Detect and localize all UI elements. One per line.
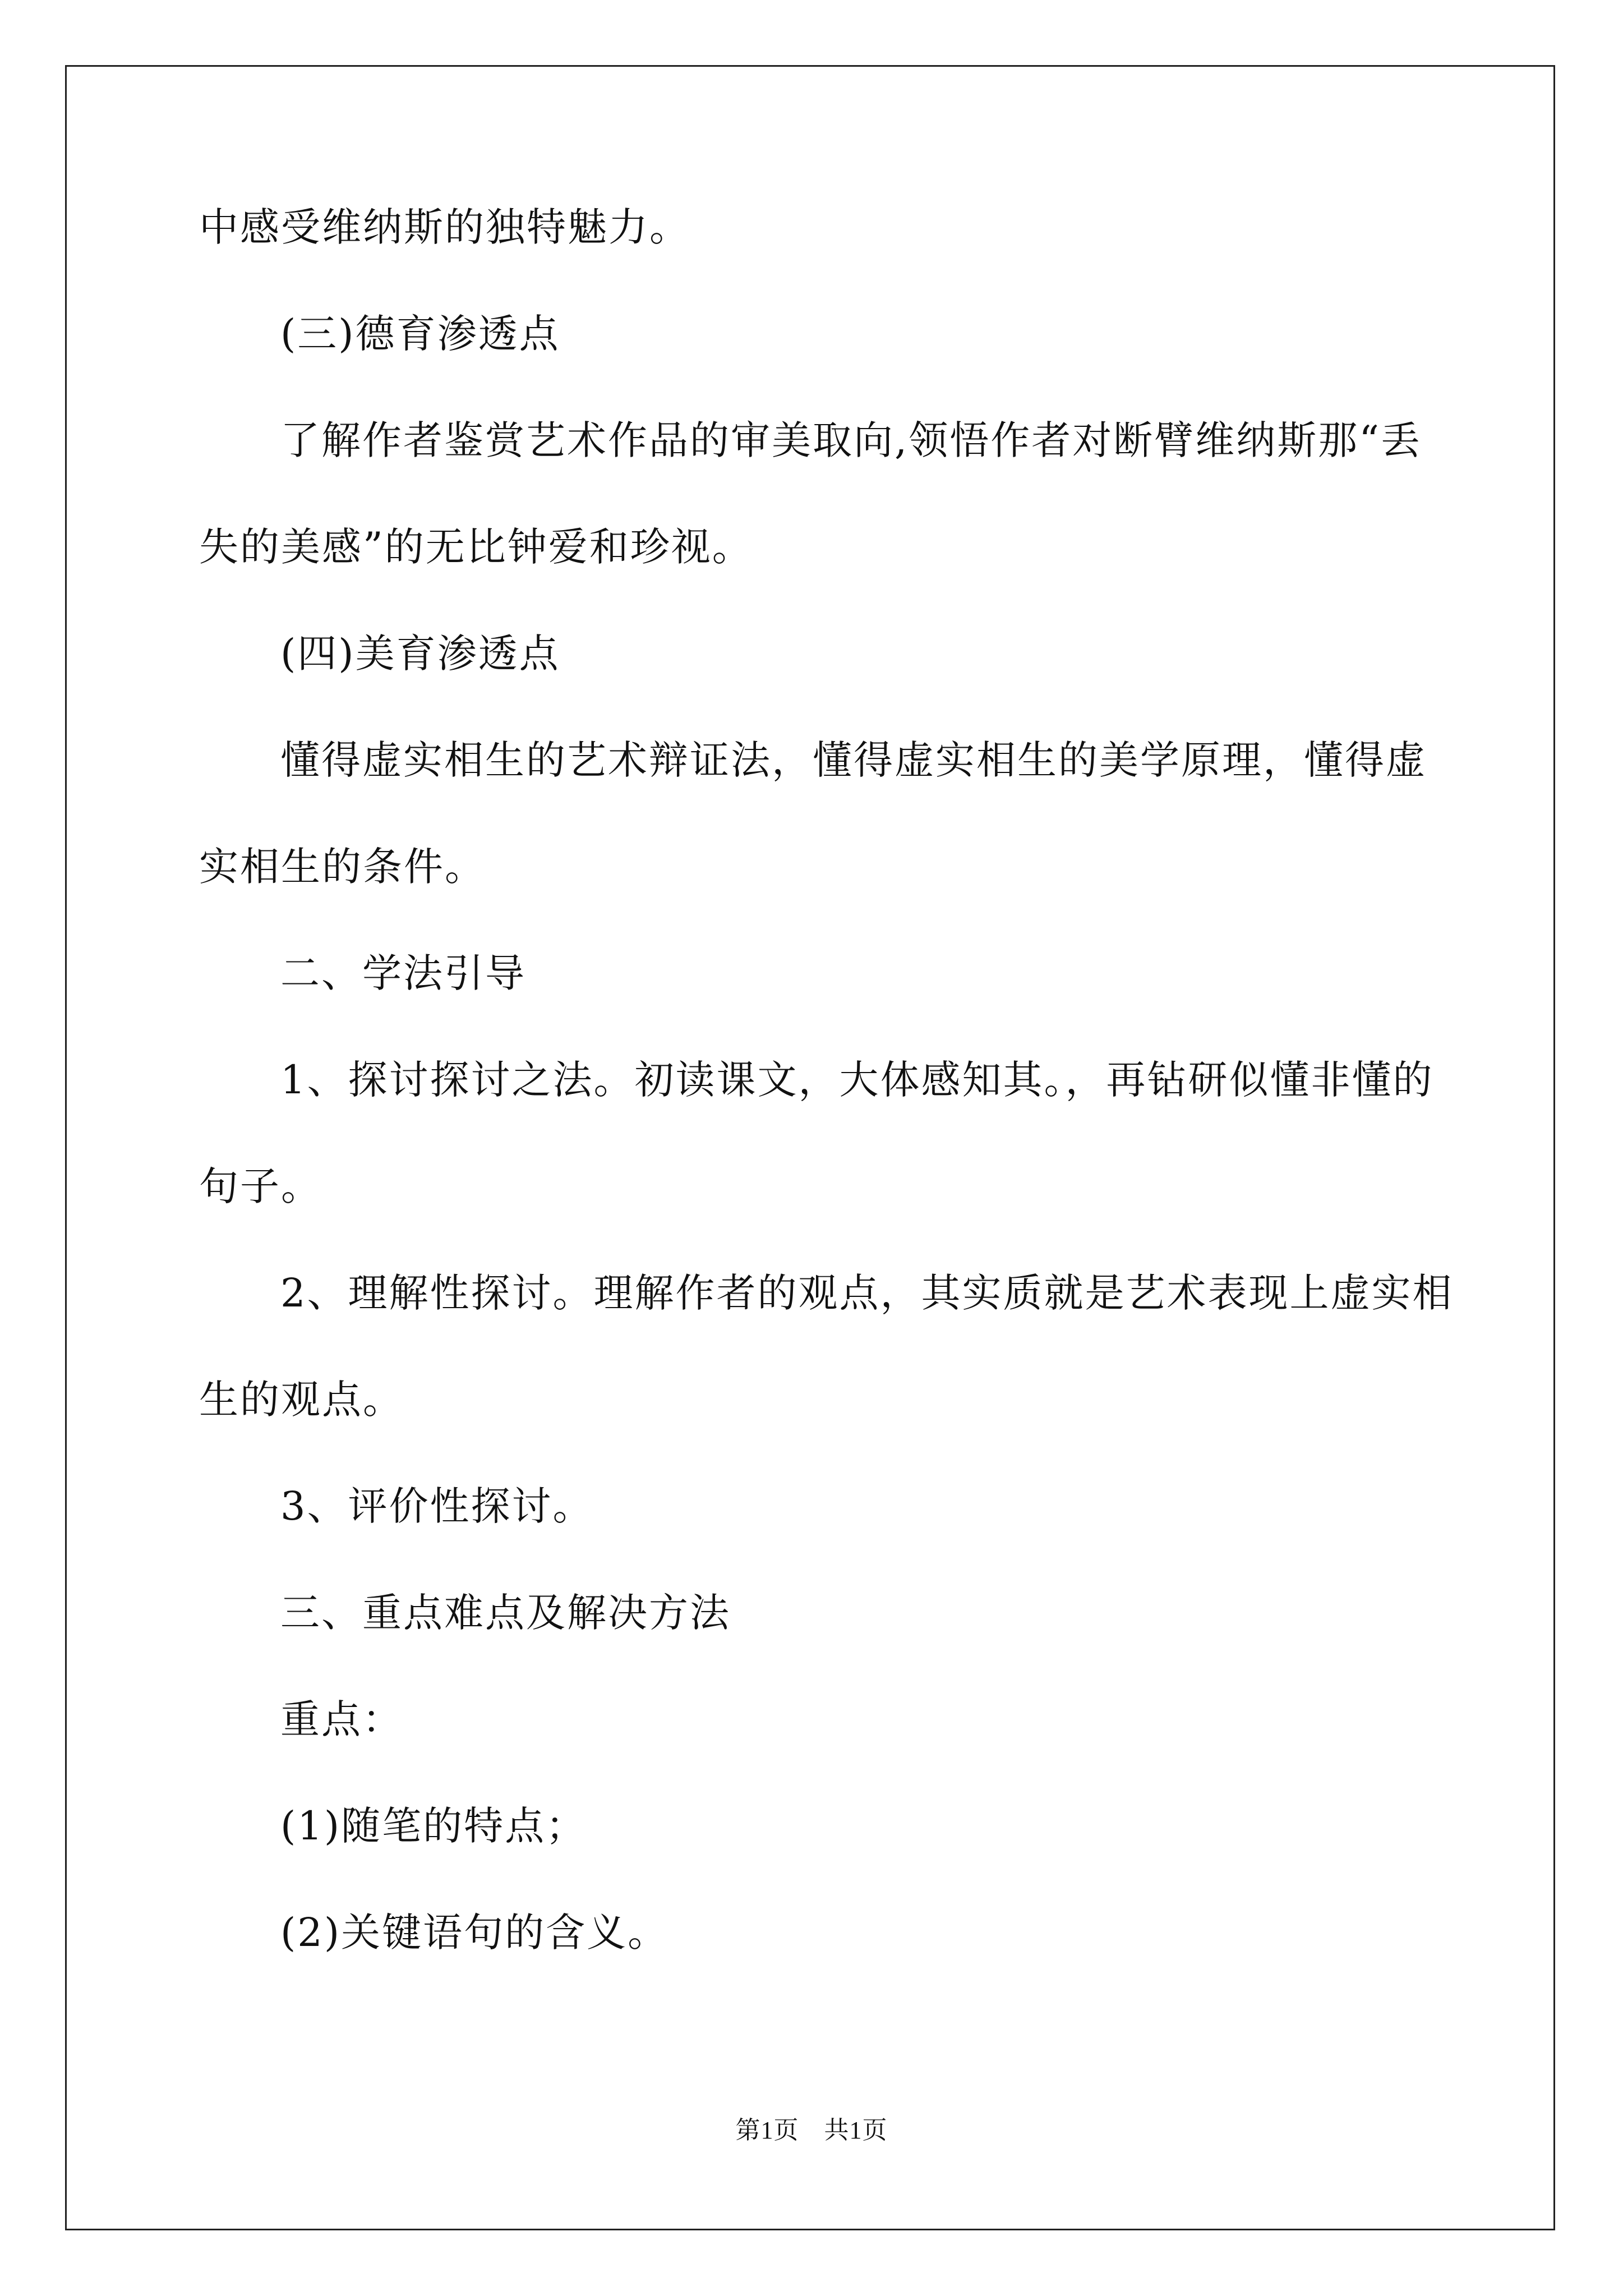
page-number: 第1页 共1页: [735, 2116, 888, 2144]
list-item: 2、理解性探讨。理解作者的观点，其实质就是艺术表现上虚实相: [280, 1270, 1454, 1316]
text-line: 了解作者鉴赏艺术作品的审美取向,领悟作者对断臂维纳斯那“丢: [280, 417, 1422, 463]
text-line: 句子。: [199, 1163, 322, 1209]
text-line: 实相生的条件。: [199, 844, 486, 890]
list-item: 3、评价性探讨。: [280, 1483, 594, 1529]
section-heading: 二、学法引导: [280, 950, 526, 996]
list-item: 1、探讨探讨之法。初读课文，大体感知其。，再钻研似懂非懂的: [280, 1057, 1434, 1103]
section-heading: 三、重点难点及解决方法: [280, 1590, 731, 1636]
page-border: [65, 65, 1555, 2230]
list-item: (2)关键语句的含义。: [280, 1910, 669, 1955]
section-heading: (三)德育渗透点: [280, 311, 560, 357]
section-heading: (四)美育渗透点: [280, 631, 560, 677]
text-line: 生的观点。: [199, 1377, 404, 1423]
text-line: 懂得虚实相生的艺术辩证法，懂得虚实相生的美学原理，懂得虚: [280, 737, 1427, 783]
text-line: 失的美感”的无比钟爱和珍视。: [199, 524, 753, 570]
text-line: 重点：: [280, 1696, 403, 1742]
text-line: 中感受维纳斯的独特魅力。: [199, 204, 690, 250]
list-item: (1)随笔的特点；: [280, 1803, 587, 1849]
